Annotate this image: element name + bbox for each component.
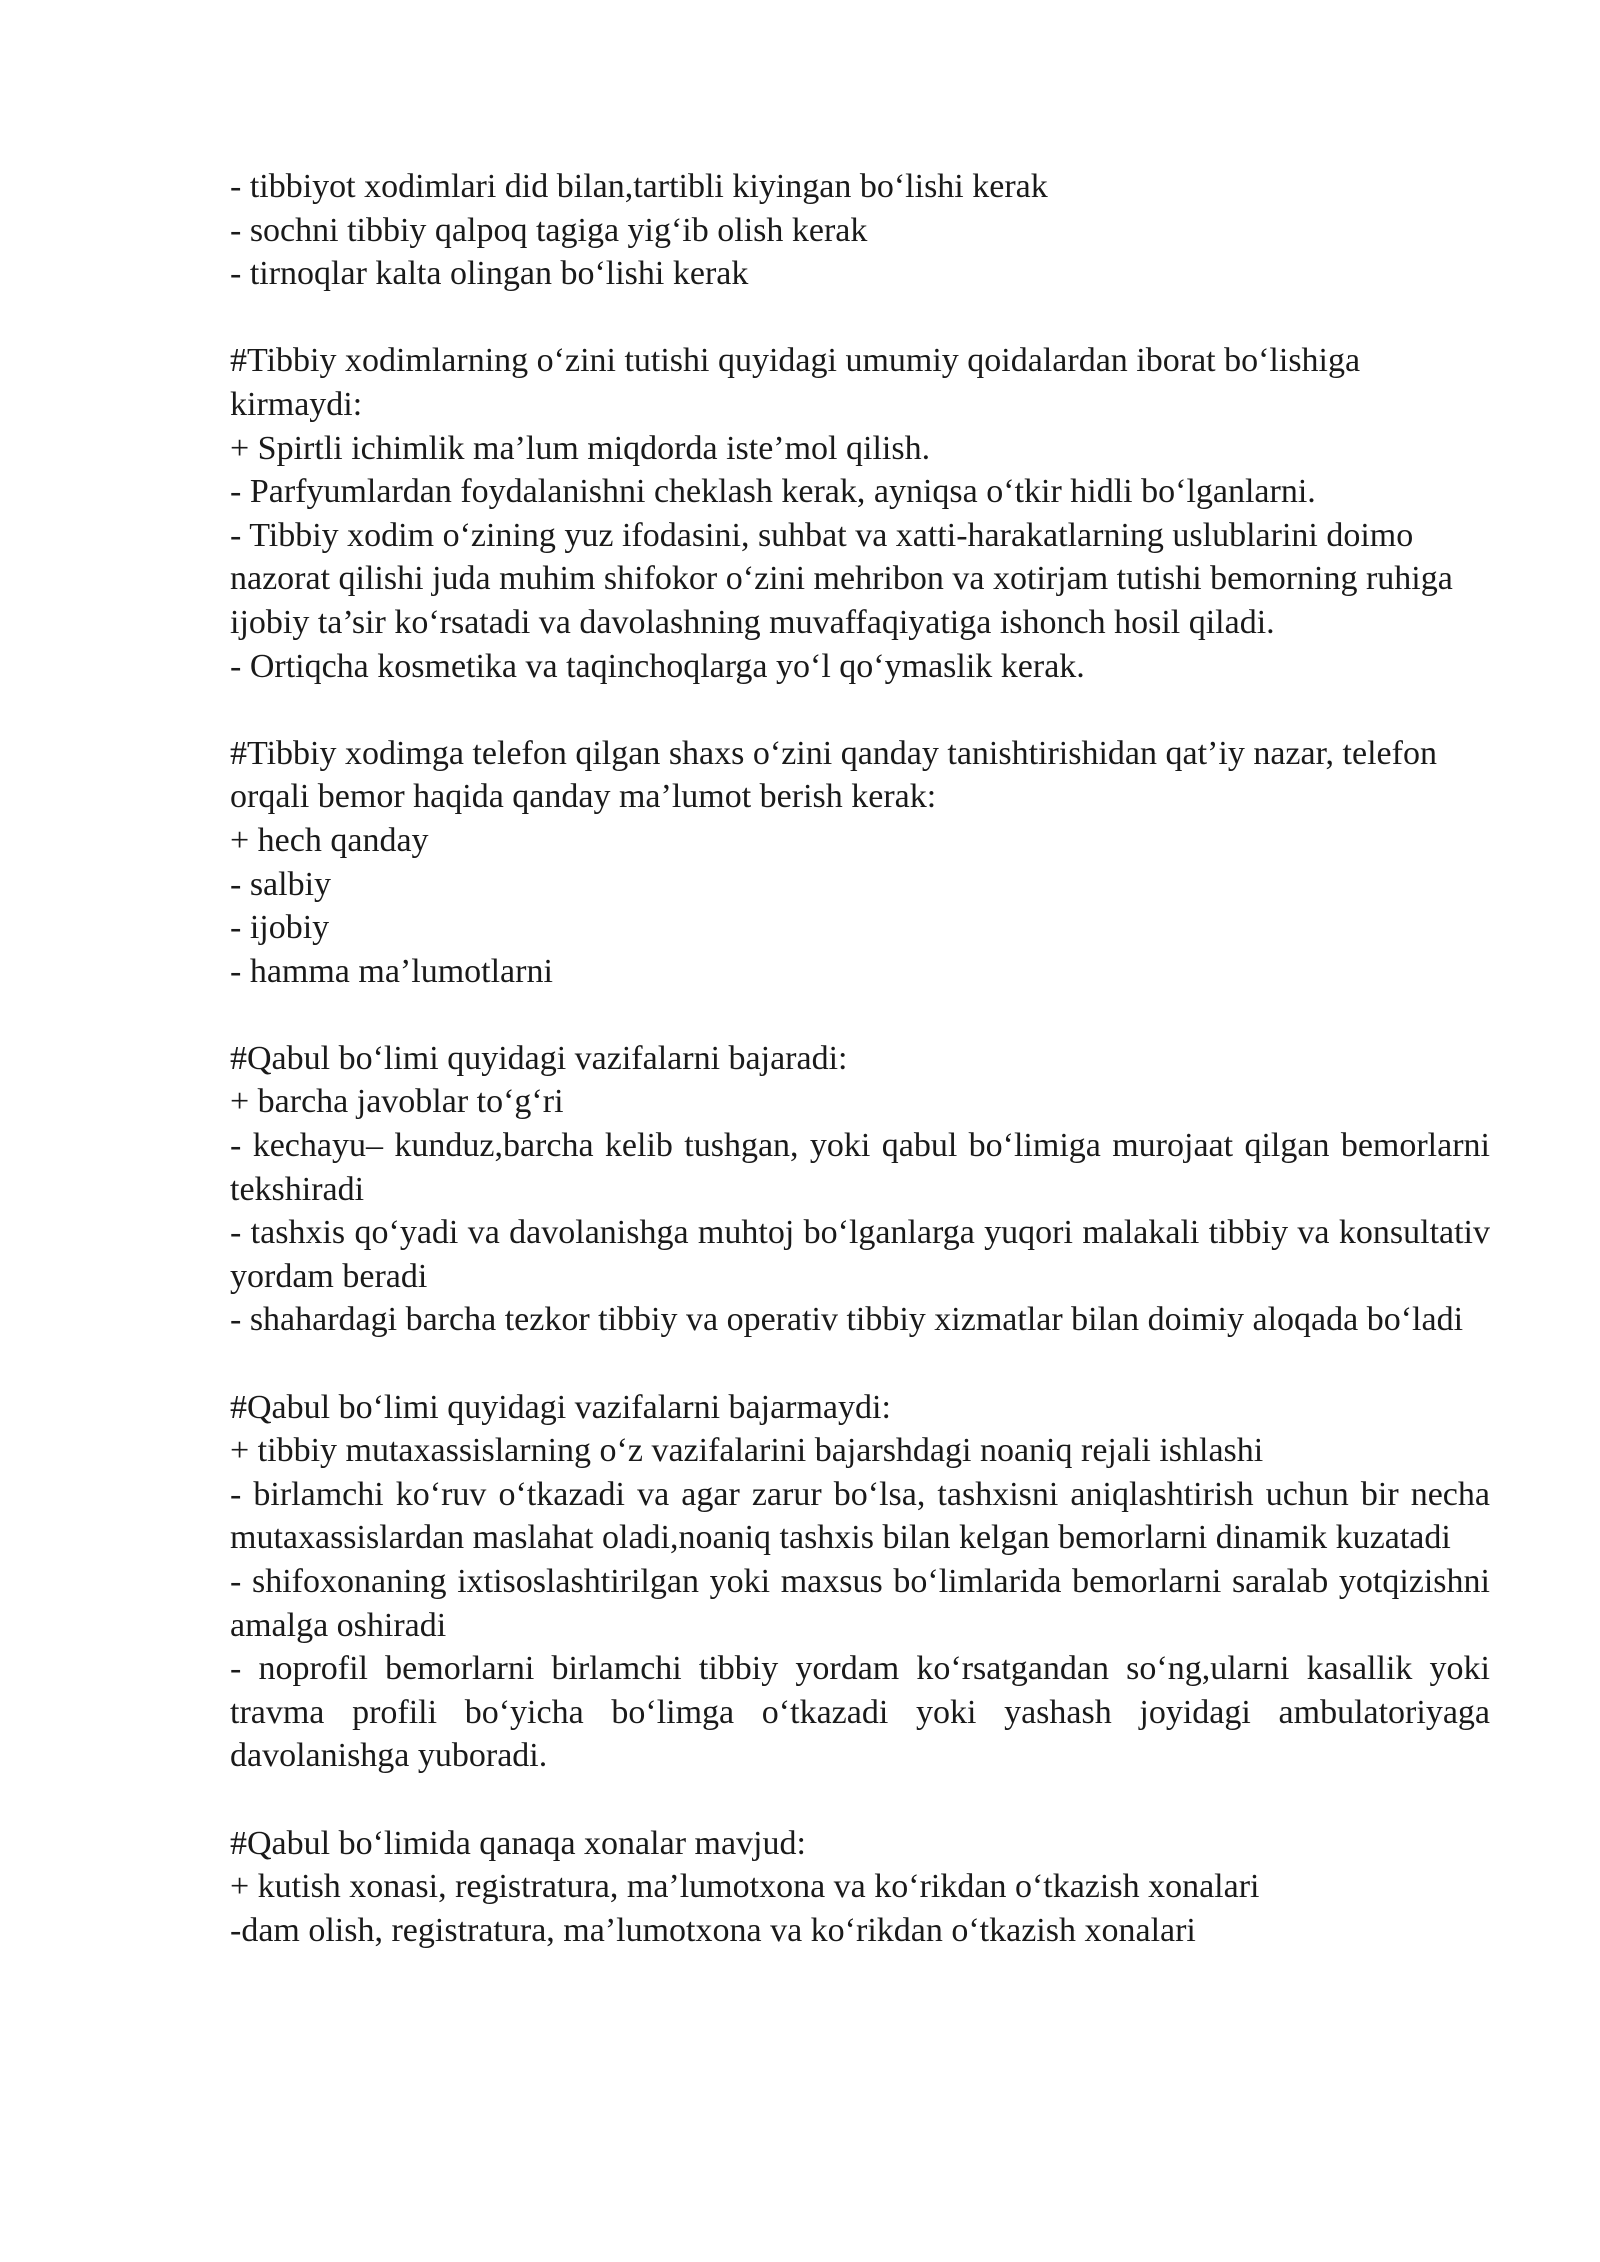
question-behavior-rules [230,339,1490,688]
answer-option: - hamma ma’lumotlarni [230,952,553,990]
answer-option: - shahardagi barcha tezkor tibbiy va operativ tibbiy xizmatlar bilan doimiy aloqada bo‘ladi [230,1301,1464,1339]
dress-code-list [230,165,1490,296]
question-admission-rooms [230,1822,1490,1953]
answer-option: - tashxis qo‘yadi va davolanishga muhtoj bo‘lganlarga yuqori malakali tibbiy va konsultativ yordam beradi [230,1214,1490,1295]
answer-option: - ijobiy [230,909,330,947]
question-text: #Tibbiy xodimga telefon qilgan shaxs o‘zini qanday tanishtirishidan qat’iy nazar, telefon orqali bemor haqida qanday ma’lumot berish kerak: [230,734,1437,816]
answer-option: -dam olish, registratura, ma’lumotxona va ko‘rikdan o‘tkazish xonalari [230,1911,1196,1949]
question-admission-duties [230,1037,1490,1342]
answer-option: - shifoxonaning ixtisoslashtirilgan yoki maxsus bo‘limlarida bemorlarni saralab yotqizishni amalga oshiradi [230,1563,1490,1644]
answer-option: - Tibbiy xodim o‘zining yuz ifodasini, suhbat va xatti-harakatlarning uslublarini doimo nazorat qilishi juda muhim shifokor o‘zini mehribon va xotirjam tutishi bemorning ruhiga ijobiy ta’sir ko‘rsatadi va davolashning muvaffaqiyatiga ishonch hosil qiladi. [230,516,1453,641]
question-text: #Qabul bo‘limida qanaqa xonalar mavjud: [230,1824,806,1862]
list-item: - tirnoqlar kalta olingan bo‘lishi kerak [230,255,749,293]
question-text: #Qabul bo‘limi quyidagi vazifalarni bajarmaydi: [230,1388,891,1426]
answer-option: - noprofil bemorlarni birlamchi tibbiy yordam ko‘rsatgandan so‘ng,ularni kasallik yoki travma profili bo‘yicha bo‘limga o‘tkazadi yoki yashash joyidagi ambulatoriyaga davolanishga yuboradi. [230,1650,1490,1775]
answer-option: - birlamchi ko‘ruv o‘tkazadi va agar zarur bo‘lsa, tashxisni aniqlashtirish uchun bir necha mutaxassislardan maslahat oladi,noaniq tashxis bilan kelgan bemorlarni dinamik kuzatadi [230,1475,1490,1557]
answer-option: - Ortiqcha kosmetika va taqinchoqlarga yo‘l qo‘ymaslik kerak. [230,647,1085,685]
question-text: #Tibbiy xodimlarning o‘zini tutishi quyidagi umumiy qoidalardan iborat bo‘lishiga kirmaydi: [230,342,1361,423]
list-item: - sochni tibbiy qalpoq tagiga yig‘ib olish kerak [230,211,868,249]
answer-option: + barcha javoblar to‘g‘ri [230,1083,564,1121]
answer-option: + hech qanday [230,821,429,859]
answer-option: - kechayu– kunduz,barcha kelib tushgan, yoki qabul bo‘limiga murojaat qilgan bemorlarni tekshiradi [230,1127,1490,1208]
answer-option: - Parfyumlardan foydalanishni cheklash kerak, ayniqsa o‘tkir hidli bo‘lganlarni. [230,473,1316,511]
answer-option: + kutish xonasi, registratura, ma’lumotxona va ko‘rikdan o‘tkazish xonalari [230,1868,1260,1906]
question-text: #Qabul bo‘limi quyidagi vazifalarni bajaradi: [230,1039,848,1077]
question-phone-information [230,732,1490,994]
question-admission-non-duties [230,1386,1490,1778]
answer-option: - salbiy [230,865,332,903]
answer-option: + Spirtli ichimlik ma’lum miqdorda iste’mol qilish. [230,429,931,467]
answer-option: + tibbiy mutaxassislarning o‘z vazifalarini bajarshdagi noaniq rejali ishlashi [230,1432,1264,1470]
list-item: - tibbiyot xodimlari did bilan,tartibli kiyingan bo‘lishi kerak [230,168,1048,205]
